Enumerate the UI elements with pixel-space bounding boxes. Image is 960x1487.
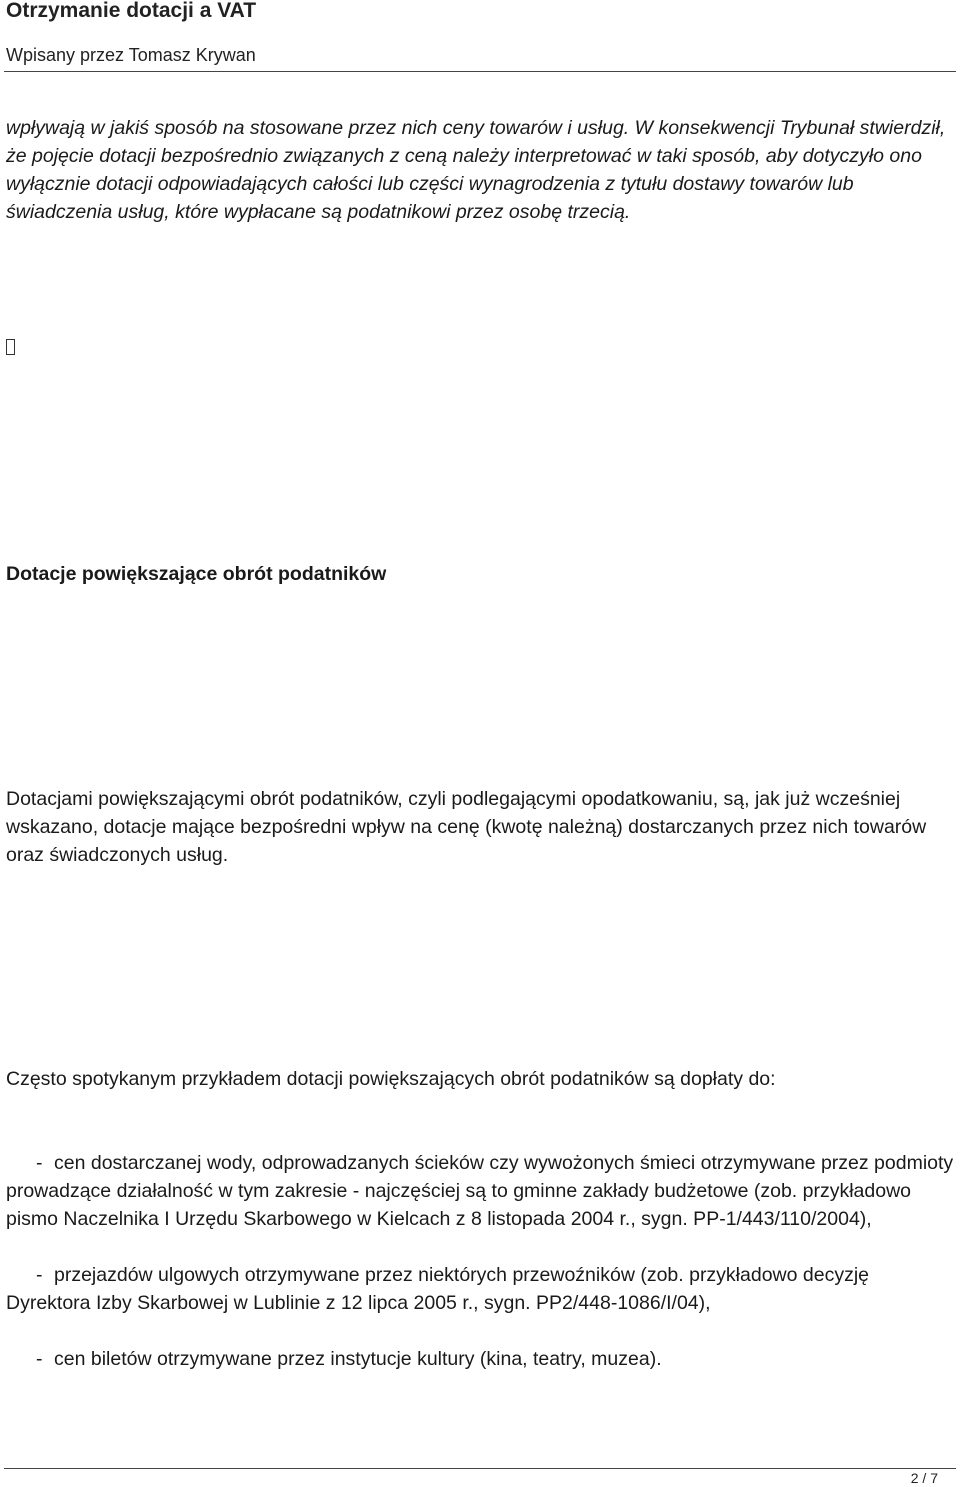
list-item bbox=[6, 1345, 956, 1373]
list-item-dash: - bbox=[36, 1348, 43, 1370]
list-item-text: cen biletów otrzymywane przez instytucje kultury (kina, teatry, muzea). bbox=[54, 1348, 662, 1370]
author-line: Wpisany przez Tomasz Krywan bbox=[6, 45, 256, 65]
header-divider bbox=[4, 71, 956, 72]
list-item-text: cen dostarczanej wody, odprowadzanych ścieków czy wywożonych śmieci otrzymywane przez podmioty prowadzące działalność w tym zakresie - najczęściej są to gminne zakłady budżetowe (zob. przykładowo pismo Naczelnika I Urzędu Skarbowego w Kielcach z 8 listopada 2004 r., sygn. PP-1/443/110/2004), bbox=[6, 1152, 954, 1230]
footer-divider bbox=[4, 1468, 956, 1469]
missing-glyph-icon bbox=[6, 339, 15, 355]
list-item bbox=[6, 1149, 956, 1233]
intro-paragraph: wpływają w jakiś sposób na stosowane przez nich ceny towarów i usług. W konsekwencji Trybunał stwierdził, że pojęcie dotacji bezpośrednio związanych z ceną należy interpretować w taki sposób, aby dotyczyło ono wyłącznie dotacji odpowiadających całości lub części wynagrodzenia z tytułu dostawy towarów lub świadczenia usług, które wypłacane są podatnikowi przez osobę trzecią. bbox=[6, 117, 946, 223]
section-paragraph-2: Często spotykanym przykładem dotacji powiększających obrót podatników są dopłaty do: bbox=[6, 1068, 776, 1090]
list-item-text: przejazdów ulgowych otrzymywane przez niektórych przewoźników (zob. przykładowo decyzję Dyrektora Izby Skarbowej w Lublinie z 12 lipca 2005 r., sygn. PP2/448-1086/I/04), bbox=[6, 1264, 870, 1314]
list-item bbox=[6, 1261, 956, 1317]
section-heading: Dotacje powiększające obrót podatników bbox=[6, 563, 387, 585]
section-paragraph-1: Dotacjami powiększającymi obrót podatników, czyli podlegającymi opodatkowaniu, są, jak już wcześniej wskazano, dotacje mające bezpośredni wpływ na cenę (kwotę należną) dostarczanych przez nich towarów oraz świadczonych usług. bbox=[6, 788, 927, 866]
page-number: 2 / 7 bbox=[910, 1470, 938, 1486]
list-item-dash: - bbox=[36, 1264, 43, 1286]
list-item-dash: - bbox=[36, 1152, 43, 1174]
document-title: Otrzymanie dotacji a VAT bbox=[6, 0, 257, 22]
